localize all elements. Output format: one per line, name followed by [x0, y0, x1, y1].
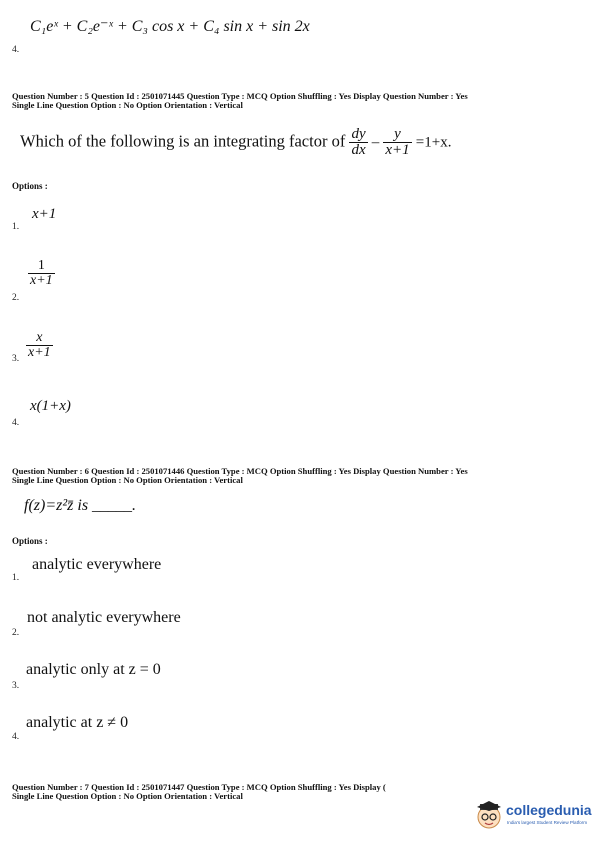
q5-options-label: Options : — [12, 181, 48, 191]
q5-y-fraction — [383, 127, 411, 158]
q6-meta-line1: Question Number : 6 Question Id : 2501071446 Question Type : MCQ Option Shuffling : Yes Display Question Number : Yes — [12, 466, 468, 476]
q5-xp1: x+1 — [385, 142, 410, 158]
q5-option-1-number: 1. — [12, 222, 20, 232]
q5-option-2-numerator: 1 — [37, 258, 45, 273]
q5-dx: dx — [351, 142, 366, 158]
q6-option-1-text: analytic everywhere — [32, 556, 162, 573]
q5-option-4-text: x(1+x) — [30, 398, 71, 414]
q5-option-2-fraction — [28, 259, 55, 288]
q5-question-text: Which of the following is an integrating factor of — [20, 131, 346, 151]
q5-option-1-text: x+1 — [32, 206, 57, 222]
prev-option-expression: C₁eˣ + C₂e⁻ˣ + C₃ cos x + C₄ sin x + sin 2x — [30, 18, 310, 35]
q6-option-1-number: 1. — [12, 573, 20, 583]
q6-option-3-number: 3. — [12, 681, 20, 691]
q5-dy: dy — [351, 126, 366, 142]
q5-meta-line1: Question Number : 5 Question Id : 2501071445 Question Type : MCQ Option Shuffling : Yes Display Question Number : Yes — [12, 91, 468, 101]
q6-option-4-number: 4. — [12, 732, 20, 742]
prev-option-number: 4. — [12, 45, 20, 55]
q6-option-2-text: not analytic everywhere — [27, 609, 181, 626]
q5-option-3-numerator: x — [36, 330, 43, 345]
q5-option-2-number: 2. — [12, 293, 20, 303]
q5-y: y — [394, 126, 401, 142]
q7-meta-line1: Question Number : 7 Question Id : 2501071447 Question Type : MCQ Option Shuffling : Yes Display ( — [12, 782, 386, 792]
q6-option-3-text: analytic only at z = 0 — [26, 661, 161, 678]
q6-meta-line2: Single Line Question Option : No Option Orientation : Vertical — [12, 475, 243, 485]
q5-option-3-fraction — [26, 331, 53, 360]
q6-question-text: f(z)=z²z̄ is _____. — [24, 497, 137, 514]
q5-question: Which of the following is an integrating factor of $\frac{dy}{dx}$ – $\frac{y}{x+1}$ =1+x. — [20, 126, 452, 158]
q5-option-4-number: 4. — [12, 418, 20, 428]
q5-meta-line2: Single Line Question Option : No Option Orientation : Vertical — [12, 100, 243, 110]
q6-option-2-number: 2. — [12, 628, 20, 638]
q5-option-3-denominator: x+1 — [28, 345, 51, 360]
q7-meta-line2: Single Line Question Option : No Option Orientation : Vertical — [12, 791, 243, 801]
collegedunia-logo — [474, 798, 590, 834]
q5-dy-dx-fraction — [349, 127, 367, 158]
mascot-icon — [474, 800, 504, 835]
logo-tagline: India's largest Student Review Platform — [507, 820, 588, 825]
q5-option-3-number: 3. — [12, 354, 20, 364]
q5-rhs: =1+x. — [415, 134, 452, 151]
q5-option-2-denominator: x+1 — [30, 273, 53, 288]
q6-options-label: Options : — [12, 536, 48, 546]
logo-brand: collegedunia — [506, 802, 592, 818]
q6-option-4-text: analytic at z ≠ 0 — [26, 714, 129, 731]
